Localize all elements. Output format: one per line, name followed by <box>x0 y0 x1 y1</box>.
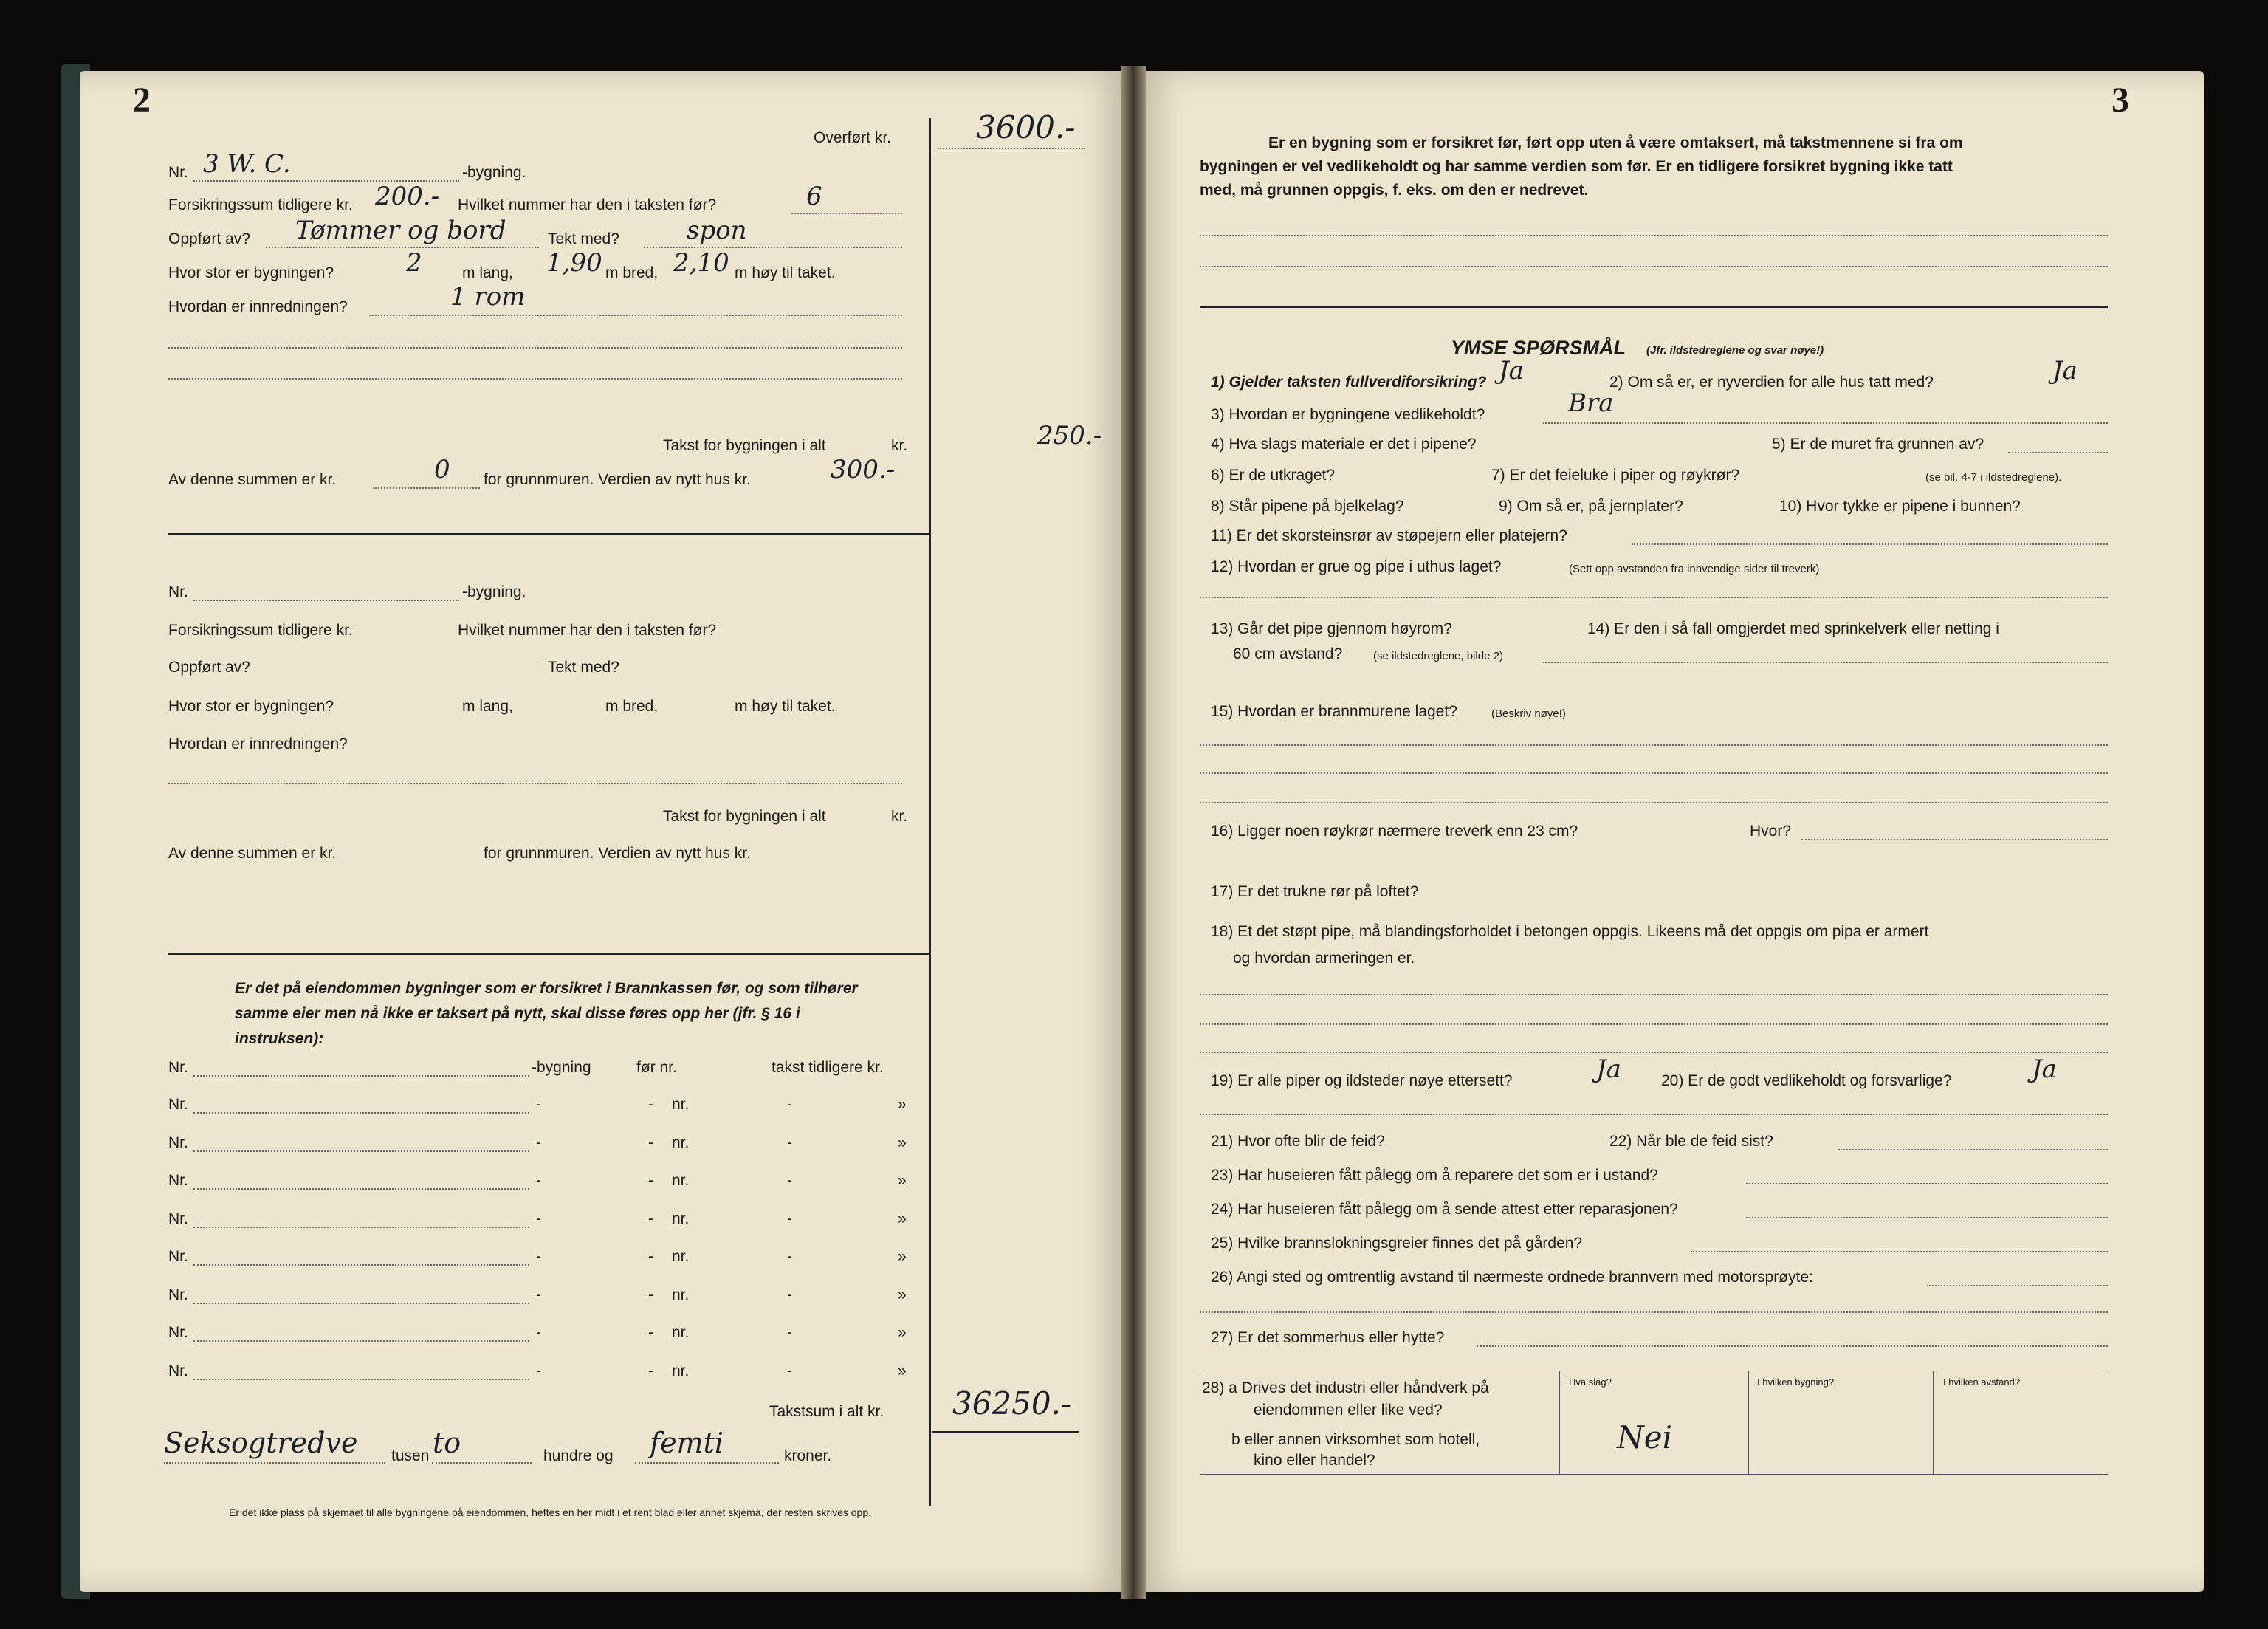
q11: 11) Er det skorsteinsrør av støpejern eller platejern? <box>1211 527 1567 544</box>
dotted-line <box>1691 1251 2108 1252</box>
row-nr-small: nr. <box>672 1096 690 1113</box>
row-ditto-mark: » <box>898 1324 907 1341</box>
hundre-value: to <box>433 1427 461 1459</box>
q3: 3) Hvordan er bygningene vedlikeholdt? <box>1211 406 1485 423</box>
oppfort-value: Tømmer og bord <box>295 216 506 245</box>
takst-label: Takst for bygningen i alt <box>663 808 826 825</box>
q22: 22) Når ble de feid sist? <box>1609 1133 1773 1150</box>
dotted-line <box>1746 1183 2108 1184</box>
row-dash: - <box>787 1248 792 1265</box>
q24: 24) Har huseieren fått pålegg om å sende attest etter reparasjonen? <box>1211 1201 1678 1218</box>
answer-q20: Ja <box>2032 1054 2057 1084</box>
row-nr-small: nr. <box>672 1248 690 1265</box>
row-ditto-mark: » <box>898 1172 907 1189</box>
table-line <box>1933 1371 1934 1474</box>
row-dash: - <box>536 1362 541 1379</box>
forsikring-value: 200.- <box>375 182 440 211</box>
tekt-value: spon <box>687 216 747 245</box>
ymse-subtitle: (Jfr. ildstedreglene og svar nøye!) <box>1646 344 1824 357</box>
dotted-line <box>1200 744 2108 746</box>
row-dash: - <box>536 1248 541 1265</box>
row-nr-label: Nr. <box>168 1324 188 1341</box>
footer-note: Er det ikke plass på skjemaet til alle bygningene på eiendommen, heftes en her midt i et rent blad eller annet skjema, der resten skrives opp. <box>229 1506 872 1518</box>
page-number-right: 3 <box>2111 80 2129 120</box>
dotted-line <box>938 148 1085 149</box>
q16: 16) Ligger noen røykrør nærmere treverk enn 23 cm? <box>1211 823 1578 840</box>
q15-note: (Beskriv nøye!) <box>1491 707 1566 720</box>
row-dash: - <box>536 1286 541 1303</box>
row-ditto-mark: » <box>898 1248 907 1265</box>
q1: 1) Gjelder taksten fullverdiforsikring? <box>1211 374 1487 391</box>
hundre-label: hundre og <box>543 1447 614 1464</box>
dotted-line <box>432 1462 532 1464</box>
row-ditto-mark: » <box>898 1134 907 1151</box>
row-dash: - <box>648 1096 653 1113</box>
row-dash: - <box>648 1134 653 1151</box>
tekt-label: Tekt med? <box>548 230 619 247</box>
dotted-line <box>164 1462 385 1464</box>
innredning-label: Hvordan er innredningen? <box>168 298 348 315</box>
row-nr-label: Nr. <box>168 1248 188 1265</box>
nr-label: Nr. <box>168 164 188 181</box>
row-dash: - <box>648 1172 653 1189</box>
q14-note: (se ildstedreglene, bilde 2) <box>1373 650 1503 662</box>
dotted-line <box>1477 1345 2108 1347</box>
takst-value: 250.- <box>1037 421 1102 450</box>
col-hva-slag: Hva slag? <box>1569 1376 1612 1388</box>
av-denne-label: Av denne summen er kr. <box>168 471 337 488</box>
q14: 14) Er den i så fall omgjerdet med sprinkelverk eller netting i <box>1587 620 1999 637</box>
row-nr-small: nr. <box>672 1210 690 1227</box>
hvilket-nummer-label: Hvilket nummer har den i taksten før? <box>458 622 717 639</box>
book-spine <box>1121 66 1146 1599</box>
oppfort-label: Oppført av? <box>168 659 250 676</box>
table-line <box>1748 1371 1749 1474</box>
grunnmur-label: for grunnmuren. Verdien av nytt hus kr. <box>484 845 751 862</box>
row-nr-label: Nr. <box>168 1362 188 1379</box>
row-nr-small: nr. <box>672 1362 690 1379</box>
bygning-label: -bygning. <box>462 583 526 600</box>
q18-cont: og hvordan armeringen er. <box>1233 950 1415 967</box>
row-dash: - <box>536 1096 541 1113</box>
bred-label: m bred, <box>605 698 659 715</box>
hoy-label: m høy til taket. <box>735 264 836 281</box>
q28b-line1: b eller annen virksomhet som hotell, <box>1231 1431 1480 1448</box>
q25: 25) Hvilke brannslokningsgreier finnes det på gården? <box>1211 1235 1583 1252</box>
nr-value: 3 W. C. <box>203 149 291 179</box>
innredning-value: 1 rom <box>450 282 526 312</box>
q26: 26) Angi sted og omtrentlig avstand til nærmeste ordnede brannvern med motorsprøyte: <box>1211 1269 1813 1286</box>
col-hvilken-avstand: I hvilken avstand? <box>1943 1376 2021 1388</box>
row-nr-label: Nr. <box>168 1210 188 1227</box>
dotted-line <box>1200 772 2108 774</box>
hoy-value: 2,10 <box>673 248 729 278</box>
q19: 19) Er alle piper og ildsteder nøye ettersett? <box>1211 1072 1513 1089</box>
lang-label: m lang, <box>462 264 513 281</box>
row-dash: - <box>536 1324 541 1341</box>
dotted-line <box>1746 1217 2108 1218</box>
ymse-title: YMSE SPØRSMÅL <box>1451 337 1626 359</box>
q21: 21) Hvor ofte blir de feid? <box>1211 1133 1385 1150</box>
row-nr-label: Nr. <box>168 1172 188 1189</box>
takst-kr: kr. <box>891 808 908 825</box>
dotted-line <box>193 1303 529 1304</box>
answer-q19: Ja <box>1596 1054 1621 1084</box>
dotted-line <box>193 1112 529 1114</box>
dotted-line <box>1801 839 2108 840</box>
header-bygning: -bygning <box>532 1059 591 1076</box>
dotted-line <box>193 1227 529 1228</box>
q18: 18) Et det støpt pipe, må blandingsforholdet i betongen oppgis. Likeens må det oppgis om pipa er armert <box>1211 923 1929 940</box>
dotted-line <box>1200 235 2108 236</box>
bred-label: m bred, <box>605 264 659 281</box>
q16-hvor: Hvor? <box>1750 823 1792 840</box>
takstsum-label: Takstsum i alt kr. <box>769 1403 884 1420</box>
row-dash: - <box>648 1210 653 1227</box>
bygning-label: -bygning. <box>462 164 526 181</box>
q28a-line1: 28) a Drives det industri eller håndverk på <box>1202 1379 1489 1396</box>
row-nr-small: nr. <box>672 1324 690 1341</box>
row-dash: - <box>787 1210 792 1227</box>
dotted-line <box>1200 597 2108 598</box>
kroner-value: femti <box>650 1427 724 1459</box>
oppfort-label: Oppført av? <box>168 230 250 247</box>
dotted-line <box>373 487 480 489</box>
answer-q1: Ja <box>1499 356 1524 385</box>
bred-value: 1,90 <box>546 248 602 278</box>
row-dash: - <box>648 1324 653 1341</box>
q6: 6) Er de utkraget? <box>1211 467 1336 484</box>
dotted-line <box>1200 266 2108 267</box>
row-nr-small: nr. <box>672 1172 690 1189</box>
dotted-line <box>193 1379 529 1380</box>
row-dash: - <box>648 1362 653 1379</box>
q13: 13) Går det pipe gjennom høyrom? <box>1211 620 1452 637</box>
dotted-line <box>369 315 902 316</box>
grunnmur-value: 0 <box>434 455 450 484</box>
intro-line-3: med, må grunnen oppgis, f. eks. om den er nedrevet. <box>1200 182 1589 199</box>
grunnmur-label: for grunnmuren. Verdien av nytt hus kr. <box>484 471 751 488</box>
dotted-line <box>1543 422 2108 424</box>
dotted-line <box>1200 1052 2108 1053</box>
q10: 10) Hvor tykke er pipene i bunnen? <box>1779 498 2021 515</box>
q2: 2) Om så er, er nyverdien for alle hus tatt med? <box>1609 374 1934 391</box>
row-nr-label: Nr. <box>168 1096 188 1113</box>
dotted-line <box>168 347 902 349</box>
row-nr-small: nr. <box>672 1134 690 1151</box>
answer-q28: Nei <box>1617 1419 1673 1455</box>
hoy-label: m høy til taket. <box>735 698 836 715</box>
dotted-line <box>1200 802 2108 803</box>
dotted-line <box>193 1340 529 1342</box>
col-hvilken-bygning: I hvilken bygning? <box>1757 1376 1835 1388</box>
row-nr-label: Nr. <box>168 1059 188 1076</box>
dotted-line <box>635 1462 779 1464</box>
answer-q3: Bra <box>1568 388 1614 418</box>
dotted-line <box>1927 1285 2108 1286</box>
section-divider <box>1200 306 2108 308</box>
row-dash: - <box>787 1362 792 1379</box>
row-dash: - <box>787 1172 792 1189</box>
takst-label: Takst for bygningen i alt <box>663 437 826 454</box>
dotted-line <box>1200 1023 2108 1025</box>
row-dash: - <box>787 1286 792 1303</box>
dotted-line <box>168 378 902 380</box>
intro-line-2: bygningen er vel vedlikeholdt og har samme verdien som før. Er en tidligere forsikret bygning ikke tatt <box>1200 158 1953 175</box>
q5: 5) Er de muret fra grunnen av? <box>1772 436 1984 453</box>
forsikring-label: Forsikringssum tidligere kr. <box>168 622 353 639</box>
row-nr-label: Nr. <box>168 1286 188 1303</box>
takst-kr: kr. <box>891 437 908 454</box>
av-denne-label: Av denne summen er kr. <box>168 845 337 862</box>
row-dash: - <box>787 1134 792 1151</box>
dotted-line <box>193 600 459 601</box>
answer-q2: Ja <box>2052 356 2078 385</box>
q23: 23) Har huseieren fått pålegg om å reparere det som er i ustand? <box>1211 1167 1658 1184</box>
q15: 15) Hvordan er brannmurene laget? <box>1211 703 1457 720</box>
tusen-label: tusen <box>391 1447 430 1464</box>
table-line <box>1200 1474 2108 1475</box>
tekt-label: Tekt med? <box>548 659 619 676</box>
q12-note: (Sett opp avstanden fra innvendige sider til treverk) <box>1569 563 1820 575</box>
nr-label: Nr. <box>168 583 188 600</box>
total-underline <box>932 1431 1079 1433</box>
dotted-line <box>1632 543 2108 545</box>
q14-cont: 60 cm avstand? <box>1233 645 1343 662</box>
takstsum-value: 36250.- <box>952 1385 1072 1421</box>
page-number-left: 2 <box>133 80 151 120</box>
dotted-line <box>1200 1311 2108 1313</box>
table-line <box>1559 1371 1560 1474</box>
row-dash: - <box>536 1172 541 1189</box>
section-divider <box>168 953 929 955</box>
row-dash: - <box>648 1286 653 1303</box>
dotted-line <box>791 213 902 214</box>
dotted-line <box>1200 994 2108 995</box>
q27: 27) Er det sommerhus eller hytte? <box>1211 1329 1445 1346</box>
dotted-line <box>193 1075 529 1077</box>
lang-label: m lang, <box>462 698 513 715</box>
overfort-label: Overført kr. <box>814 129 891 146</box>
hvilket-nummer-value: 6 <box>806 182 822 211</box>
row-dash: - <box>648 1248 653 1265</box>
q8: 8) Står pipene på bjelkelag? <box>1211 498 1404 515</box>
dotted-line <box>1200 1114 2108 1115</box>
q28a-line2: eiendommen eller like ved? <box>1254 1402 1443 1419</box>
other-buildings-intro: Er det på eiendommen bygninger som er forsikret i Brannkassen før, og som tilhører samme eier men nå ikke er taksert på nytt, skal disse føres opp her (jfr. § 16 i instruksen): <box>235 980 858 1047</box>
q12: 12) Hvordan er grue og pipe i uthus laget? <box>1211 558 1502 575</box>
overfort-value: 3600.- <box>976 109 1076 145</box>
dotted-line <box>193 1264 529 1266</box>
section-divider <box>168 533 929 535</box>
row-ditto-mark: » <box>898 1210 907 1227</box>
dotted-line <box>2008 452 2108 453</box>
row-dash: - <box>787 1096 792 1113</box>
hvor-stor-label: Hvor stor er bygningen? <box>168 698 334 715</box>
intro-line-1: Er en bygning som er forsikret før, ført opp uten å være omtaksert, må takstmennene si fra om <box>1268 134 1963 151</box>
dotted-line <box>1838 1149 2108 1150</box>
dotted-line <box>168 783 902 784</box>
q20: 20) Er de godt vedlikeholdt og forsvarlige? <box>1661 1072 1952 1089</box>
q28b-line2: kino eller handel? <box>1254 1452 1375 1469</box>
row-dash: - <box>787 1324 792 1341</box>
q4: 4) Hva slags materiale er det i pipene? <box>1211 436 1477 453</box>
row-dash: - <box>536 1134 541 1151</box>
dotted-line <box>266 247 539 248</box>
header-takst-tidligere: takst tidligere kr. <box>772 1059 884 1076</box>
amount-column-divider <box>929 118 931 1506</box>
row-nr-label: Nr. <box>168 1134 188 1151</box>
row-ditto-mark: » <box>898 1286 907 1303</box>
forsikring-label: Forsikringssum tidligere kr. <box>168 196 353 213</box>
lang-value: 2 <box>406 248 422 278</box>
q9: 9) Om så er, på jernplater? <box>1499 498 1683 515</box>
header-for-nr: før nr. <box>636 1059 677 1076</box>
row-ditto-mark: » <box>898 1096 907 1113</box>
q7-note: (se bil. 4-7 i ildstedreglene). <box>1925 471 2062 484</box>
row-dash: - <box>536 1210 541 1227</box>
tusen-value: Seksogtredve <box>164 1427 358 1459</box>
row-ditto-mark: » <box>898 1362 907 1379</box>
hvilket-nummer-label: Hvilket nummer har den i taksten før? <box>458 196 717 213</box>
dotted-line <box>193 1150 529 1152</box>
dotted-line <box>193 1188 529 1190</box>
hvor-stor-label: Hvor stor er bygningen? <box>168 264 334 281</box>
innredning-label: Hvordan er innredningen? <box>168 735 348 752</box>
q7: 7) Er det feieluke i piper og røykrør? <box>1491 467 1740 484</box>
nytt-hus-value: 300.- <box>831 455 896 484</box>
kroner-label: kroner. <box>784 1447 832 1464</box>
dotted-line <box>1543 662 2108 663</box>
q17: 17) Er det trukne rør på loftet? <box>1211 883 1419 900</box>
row-nr-small: nr. <box>672 1286 690 1303</box>
